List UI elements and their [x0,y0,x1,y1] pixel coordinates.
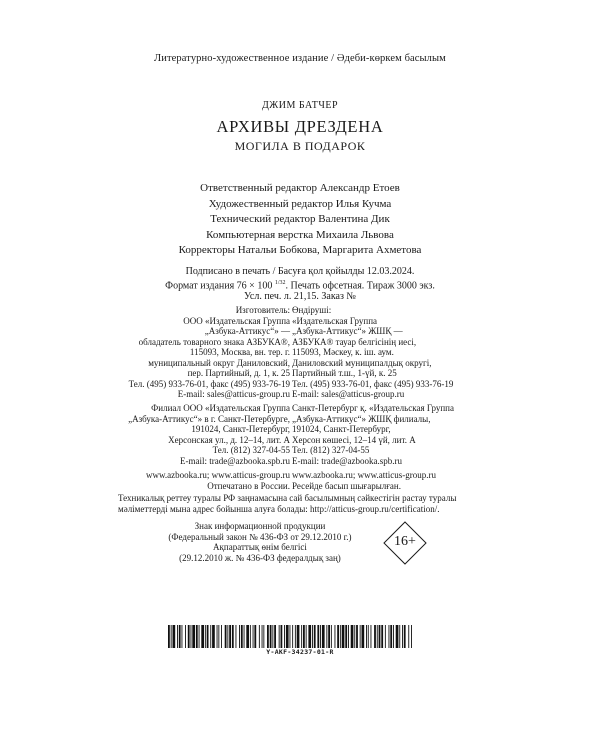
barcode-bar [371,625,372,648]
barcode-bar [212,625,215,648]
barcode-bar [308,625,311,648]
barcode-bar [411,625,412,648]
format-suffix: . Печать офсетная. Тираж 3000 экз. [285,279,435,291]
barcode-bar [168,625,170,648]
manufacturer-ru [120,305,290,400]
barcode-bar [402,625,403,648]
branch-kz-line: 191024, Санкт-Петербург, [292,424,391,434]
barcode-bar [314,625,316,648]
websites-kz: www.azbooka.ru; www.atticus-group.ru [292,470,437,480]
barcode-bar [196,625,198,648]
manufacturer-ru-line: Тел. (495) 933-76-01, факс (495) 933-76-19 [128,378,290,389]
branch-ru-line: „Азбука-Аттикус“» в г. Санкт-Петербурге, [128,413,290,424]
barcode-bar [250,625,251,648]
branch-kz [292,403,492,466]
barcode-bar [381,625,383,648]
barcode-bar [362,625,365,648]
barcode-bar [348,625,349,648]
info-sign-line: Ақпараттық өнім белгісі [213,542,307,552]
barcode-bar [236,625,237,648]
barcode-bar [393,625,394,648]
barcode-number: Y-AKF-34237-01-R [266,648,334,656]
websites-ru: www.azbooka.ru; www.atticus-group.ru [145,470,290,480]
manufacturer-kz-line: АЗБУКА® тауар белгісінің иесі, [292,336,417,347]
barcode-bar [286,625,289,648]
barcode-bar [201,625,204,648]
manufacturer-ru-line: муниципальный округ Даниловский, [148,357,290,368]
barcode-bar [179,625,181,648]
barcode-bar [267,625,269,648]
barcode-bar [389,625,390,648]
barcode-bar [171,625,172,648]
barcode-bar [185,625,186,648]
format-line [0,278,600,292]
barcode-bar [295,625,296,648]
barcode-bar [259,625,260,648]
barcode-bar [217,625,218,648]
barcode-bar [232,625,234,648]
branch-kz-line: Санкт-Петербург қ. «Издательская Группа [292,403,454,413]
footer-kz [292,470,492,491]
barcode-bar [270,625,272,648]
branch-ru-line: Тел. (812) 327-04-55 [212,445,290,455]
author-name: ДЖИМ БАТЧЕР [261,100,339,111]
barcode-bar [328,625,330,648]
barcode-bar [182,625,183,648]
certification-note [118,493,498,515]
barcode-bar [284,625,285,648]
barcode-bar [351,625,354,648]
barcode [168,625,412,648]
branch-ru-line: Херсонская ул., д. 12–14, лит. А [168,434,290,445]
barcode-bar [229,625,231,648]
branch-kz-line: „Азбука-Аттикус“» ЖШҚ филиалы, [292,413,431,424]
branch-kz-line: Тел. (812) 327-04-55 [292,445,370,455]
barcode-bar [199,625,200,648]
barcode-bar [342,625,345,648]
age-rating-label: 16+ [394,534,416,549]
barcode-bar [337,625,339,648]
barcode-bar [210,625,211,648]
info-sign-line: Знак информационной продукции [194,521,326,531]
series-line: Литературно-художественное издание / Әдеби-көркем басылым [154,53,446,64]
barcode-bar [345,625,347,648]
barcode-bar [396,625,399,648]
barcode-bar [207,625,209,648]
barcode-bar [281,625,283,648]
staff-line: Художественный редактор Илья Кучма [208,197,392,210]
info-sign-line: (Федеральный закон № 436-ФЗ от 29.12.2010 г.) [168,531,352,542]
age-rating-badge [383,521,427,565]
branch-ru-line: 191024, Санкт-Петербург, [191,424,290,434]
manufacturer-kz-line: «Издательская Группа [292,315,378,326]
manufacturer-ru-line: „Азбука-Аттикус“» — [204,326,290,336]
barcode-bar [331,625,332,648]
barcode-bar [290,625,291,648]
barcode-bar [385,625,386,648]
barcode-bar [301,625,302,648]
manufacturer-kz-line: Тел. (495) 933-76-01, факс (495) 933-76-19 [292,378,454,389]
manufacturer-ru-line: обладатель товарного знака АЗБУКА®, [138,336,290,347]
barcode-bar [244,625,245,648]
printed-in-ru: Отпечатано в России. [207,480,290,491]
barcode-bar [292,625,293,648]
staff-credits [0,181,600,259]
manufacturer-ru-line: пер. Партийный, д. 1, к. 25 [187,368,290,378]
branch-ru-line: E-mail: trade@azbooka.spb.ru [180,455,290,466]
manufacturer-ru-line: E-mail: sales@atticus-group.ru [177,389,290,399]
barcode-bar [379,625,381,648]
barcode-bar [205,625,206,648]
manufacturer-kz [292,305,492,400]
branch-ru [120,403,290,466]
manufacturer-kz-line: 115093, Мәскеу, к. іш. аум. [292,347,394,357]
format-prefix: Формат издания 76 × 100 [165,279,275,291]
barcode-bar [246,625,249,648]
staff-line: Компьютерная верстка Михаила Львова [206,228,394,241]
branch-kz-line: E-mail: trade@azbooka.spb.ru [292,455,402,466]
barcode-bar [399,625,400,648]
barcode-bar [366,625,367,648]
format-fraction: 1/32 [274,279,286,286]
barcode-bar [272,625,273,648]
barcode-bar [377,625,378,648]
branch-kz-line: Херсон көшесі, 12–14 үй, лит. А [292,434,416,445]
barcode-bar [177,625,178,648]
barcode-bar [188,625,190,648]
manufacturer-kz-line: „Азбука-Аттикус“» ЖШҚ — [292,326,403,336]
barcode-bar [340,625,341,648]
staff-line: Технический редактор Валентина Дик [210,213,390,225]
barcode-bar [241,625,243,648]
barcode-bar [374,625,376,648]
barcode-bar [297,625,300,648]
branch-ru-line: Филиал ООО «Издательская Группа [151,403,290,413]
barcode-bar [227,625,228,648]
barcode-bar [263,625,264,648]
barcode-bar [312,625,313,648]
barcode-bar [354,625,355,648]
barcode-bar [279,625,280,648]
info-product-sign [160,521,360,563]
manufacturer-kz-line: Даниловский муниципалдық округі, [292,357,432,368]
barcode-bar [306,625,307,648]
barcode-bar [253,625,254,648]
barcode-bar [320,625,321,648]
barcode-bar [239,625,240,648]
barcode-bar [218,625,219,648]
barcode-bar [360,625,361,648]
barcode-bar [192,625,195,648]
barcode-bar [173,625,176,648]
manufacturer-ru-line: Изготовитель: [235,305,290,315]
certification-line: Техникалық реттеу туралы РФ заңнамасына сай басылымның сәйкестігін растау туралы [118,493,457,503]
barcode-bar [404,625,406,648]
certification-line: мәліметтерді мына адрес бойынша алуға болады: http://atticus-group.ru/certification/. [118,504,440,514]
book-subtitle: МОГИЛА В ПОДАРОК [234,139,366,153]
signed-to-print: Подписано в печать / Басуға қол қойылды 12.03.2024. [185,266,415,277]
printed-in-kz: Ресейде басып шығарылған. [292,480,401,491]
barcode-bar [335,625,336,648]
staff-line: Ответственный редактор Александр Етоев [200,182,400,194]
staff-line: Корректоры Натальи Бобкова, Маргарита Ахметова [178,244,422,256]
manufacturer-kz-line: Партийный т.ш., 1-үй, к. 25 [292,368,397,378]
barcode-bar [322,625,325,648]
info-sign-line: (29.12.2010 ж. № 436-ФЗ федералдық заң) [179,552,341,563]
barcode-bar [317,625,319,648]
sheets-line: Усл. печ. л. 21,15. Заказ № [244,291,356,303]
barcode-bar [303,625,305,648]
barcode-bar [274,625,276,648]
barcode-bar [225,625,227,648]
barcode-bar [326,625,327,648]
barcode-bar [221,625,222,648]
barcode-bar [356,625,358,648]
barcode-bar [408,625,409,648]
manufacturer-kz-line: E-mail: sales@atticus-group.ru [292,389,405,399]
barcode-bar [191,625,192,648]
book-title: АРХИВЫ ДРЕЗДЕНА [216,117,384,136]
barcode-bar [368,625,369,648]
barcode-bar [390,625,392,648]
manufacturer-ru-line: ООО «Издательская Группа [183,315,290,326]
footer-ru [120,470,290,491]
barcode-bar [254,625,256,648]
barcode-bar [262,625,263,648]
manufacturer-kz-line: Өндіруші: [292,305,332,315]
manufacturer-ru-line: 115093, Москва, вн. тер. г. [189,347,290,357]
printing-details [0,266,600,303]
